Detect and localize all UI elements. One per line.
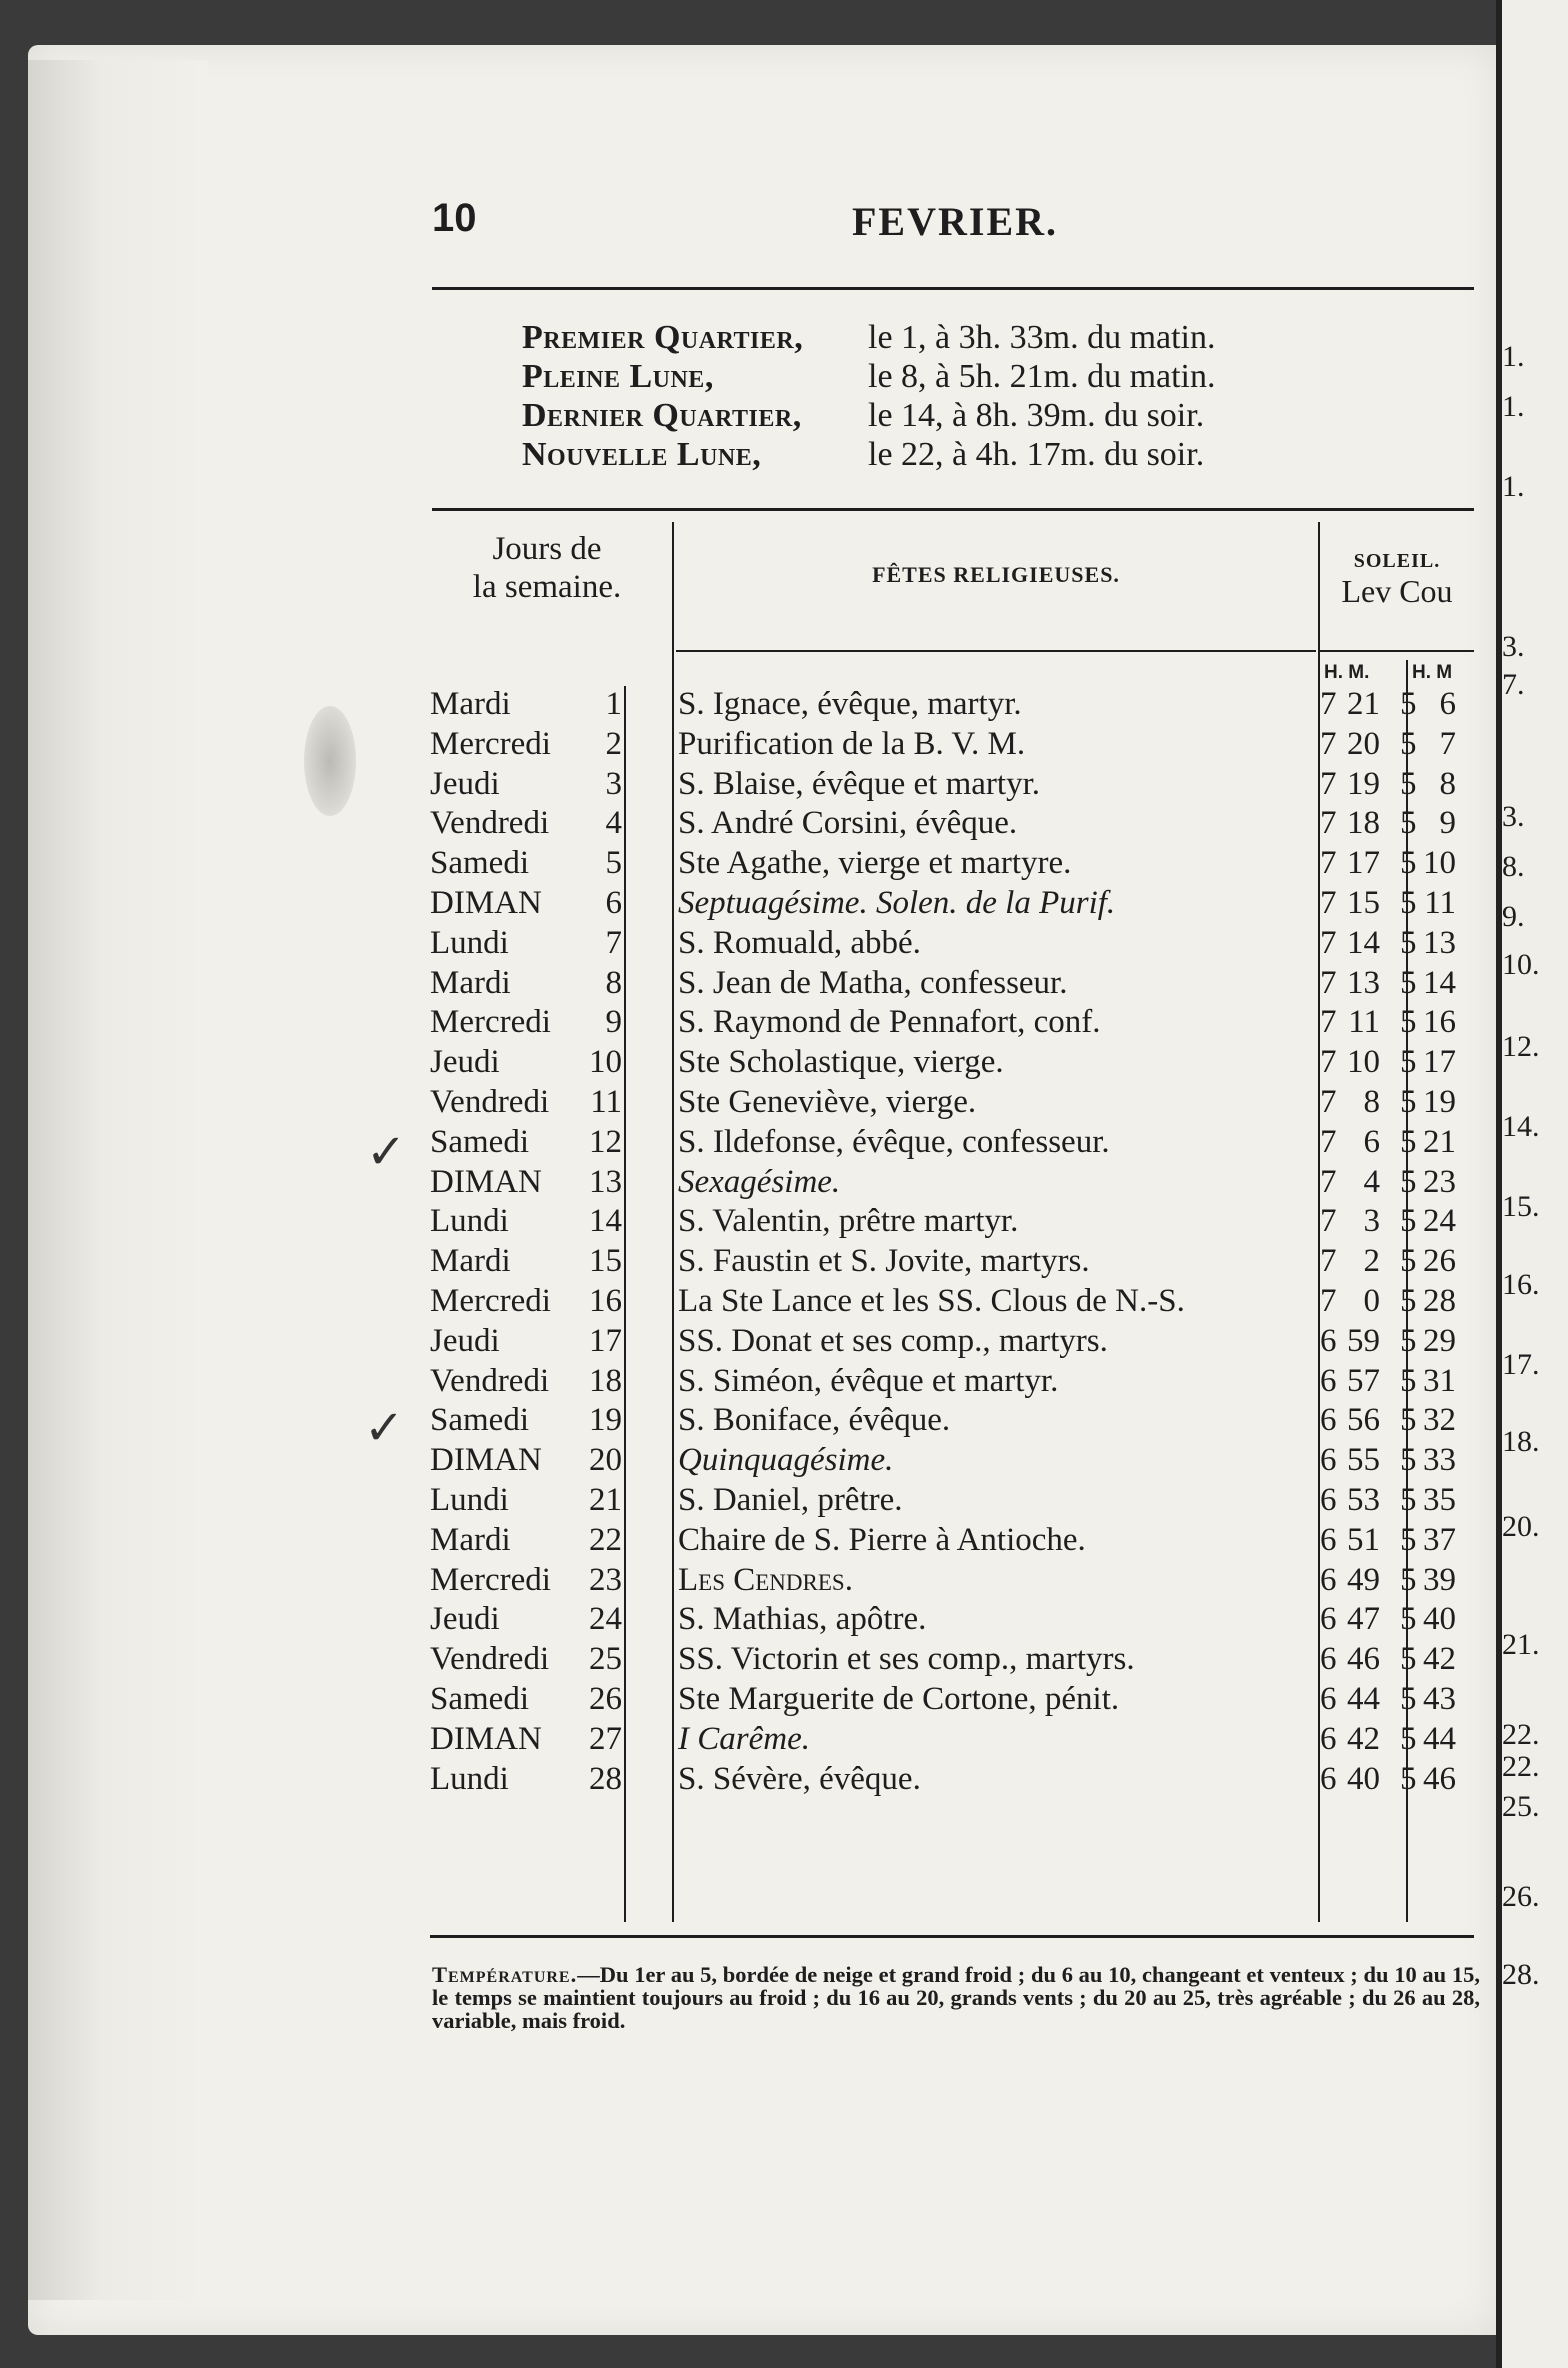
temperature-footnote — [432, 1963, 1480, 2032]
day-number: 18 — [589, 1362, 622, 1399]
fete-name: Ste Marguerite de Cortone, pénit. — [678, 1681, 1120, 1717]
day-name: Mardi — [430, 1521, 511, 1558]
facing-page-number: 26. — [1502, 1880, 1540, 1913]
hm-lev-label: H. M. — [1324, 662, 1370, 683]
sunset-hour: 5 — [1400, 686, 1417, 722]
sunrise-hour: 6 — [1320, 1322, 1337, 1359]
sunrise-hour: 6 — [1320, 1720, 1337, 1757]
fete-name: S. Siméon, évêque et martyr. — [678, 1362, 1059, 1399]
day-name: Samedi — [430, 1681, 529, 1717]
fete-name: S. Blaise, évêque et martyr. — [678, 765, 1040, 802]
day-number: 14 — [589, 1203, 622, 1240]
sunset-hour: 5 — [1400, 1720, 1417, 1757]
hm-cou-label: H. M — [1412, 662, 1453, 683]
sunset-hour: 5 — [1400, 845, 1417, 882]
day-number: 13 — [589, 1163, 622, 1200]
sunrise-hour: 6 — [1320, 1521, 1337, 1558]
sunset-hour: 5 — [1400, 1004, 1417, 1041]
day-number: 15 — [589, 1243, 622, 1280]
phase-detail: le 1, à 3h. 33m. du matin. — [868, 319, 1216, 356]
sunrise-minute: 56 — [1347, 1402, 1380, 1439]
sunset-minute: 8 — [1439, 765, 1456, 802]
day-number: 10 — [589, 1044, 622, 1081]
sunrise-minute: 15 — [1347, 885, 1380, 921]
sunrise-hour: 7 — [1320, 1163, 1337, 1200]
sunset-hour: 5 — [1400, 1084, 1417, 1120]
day-name: Samedi — [430, 1402, 529, 1439]
day-number: 19 — [589, 1402, 622, 1439]
table-top-rule — [432, 508, 1474, 511]
day-name: Vendredi — [430, 1084, 550, 1120]
ink-smudge — [304, 706, 356, 816]
fete-name: S. Sévère, évêque. — [678, 1760, 921, 1797]
days-header-line2: la semaine. — [472, 569, 622, 605]
day-name: DIMAN — [430, 885, 542, 921]
sunrise-hour: 7 — [1320, 845, 1337, 882]
sunrise-hour: 7 — [1320, 1283, 1337, 1319]
phase-name: Premier Quartier, — [522, 319, 804, 356]
day-number: 25 — [589, 1641, 622, 1678]
sunrise-hour: 7 — [1320, 1084, 1337, 1120]
fete-name: S. Raymond de Pennafort, conf. — [678, 1004, 1101, 1041]
table-bottom-rule — [430, 1935, 1474, 1938]
facing-page-number: 1. — [1502, 470, 1525, 503]
sunrise-minute: 49 — [1347, 1561, 1380, 1598]
facing-page-number: 1. — [1502, 340, 1525, 373]
sunrise-hour: 7 — [1320, 765, 1337, 802]
sunset-minute: 35 — [1423, 1482, 1456, 1518]
sunrise-hour: 6 — [1320, 1442, 1337, 1479]
day-number: 4 — [605, 805, 622, 842]
scan-border-top — [0, 0, 1568, 45]
day-number: 17 — [589, 1322, 622, 1359]
sunset-hour: 5 — [1400, 805, 1417, 842]
sunrise-minute: 40 — [1347, 1760, 1380, 1797]
day-name: Vendredi — [430, 1641, 550, 1678]
footnote-label: Température. — [432, 1962, 578, 1987]
facing-page-number: 17. — [1502, 1348, 1540, 1381]
sunrise-hour: 7 — [1320, 1243, 1337, 1280]
sunset-hour: 5 — [1400, 1482, 1417, 1518]
fete-name: Septuagésime. Solen. de la Purif. — [678, 885, 1116, 921]
sunrise-hour: 7 — [1320, 1004, 1337, 1041]
fete-name: Sexagésime. — [678, 1163, 841, 1200]
day-number: 3 — [605, 765, 622, 802]
fete-name: S. Boniface, évêque. — [678, 1402, 951, 1439]
moon-phases — [522, 318, 1216, 474]
sunset-minute: 24 — [1423, 1203, 1456, 1240]
page-number: 10 — [432, 196, 477, 240]
fete-name: SS. Victorin et ses comp., martyrs. — [678, 1641, 1135, 1678]
facing-page-number: 22. — [1502, 1750, 1540, 1783]
day-name: Mercredi — [430, 1561, 551, 1598]
sunset-minute: 13 — [1423, 924, 1456, 961]
moon-phase-row — [522, 435, 1216, 474]
day-name: Mercredi — [430, 725, 551, 762]
day-name: DIMAN — [430, 1163, 542, 1200]
footnote-text: —Du 1er au 5, bordée de neige et grand froid ; du 6 au 10, changeant et venteux ; du 10 au 15, le temps se maintient toujours au froid ; du 16 au 20, grands vents ; du 20 au 25, très agréable ; du 26 au 28, variable, mais froid. — [432, 1962, 1480, 2033]
sunset-minute: 14 — [1423, 964, 1456, 1001]
facing-page-number: 25. — [1502, 1790, 1540, 1823]
day-number: 9 — [605, 1004, 622, 1041]
sunrise-minute: 53 — [1347, 1482, 1380, 1518]
sunrise-minute: 0 — [1363, 1283, 1380, 1319]
fete-name: La Ste Lance et les SS. Clous de N.-S. — [678, 1283, 1185, 1319]
page-spine-shadow — [28, 60, 208, 2300]
lev-cou-label: Lev Cou — [1341, 573, 1453, 609]
days-header-line1: Jours de — [492, 531, 602, 567]
facing-page-number: 20. — [1502, 1510, 1540, 1543]
sunrise-hour: 7 — [1320, 924, 1337, 961]
facing-page-number: 9. — [1502, 900, 1525, 933]
sunrise-minute: 55 — [1347, 1442, 1380, 1479]
sunset-hour: 5 — [1400, 1283, 1417, 1319]
fetes-header-rule — [676, 650, 1316, 652]
day-name: Samedi — [430, 845, 529, 882]
day-name: Lundi — [430, 924, 509, 961]
moon-phase-row — [522, 318, 1216, 357]
sunrise-minute: 17 — [1347, 845, 1380, 882]
day-name: Jeudi — [430, 765, 500, 802]
sunrise-hour: 7 — [1320, 964, 1337, 1001]
sunset-hour: 5 — [1400, 1561, 1417, 1598]
sunrise-minute: 6 — [1363, 1123, 1380, 1160]
sunrise-minute: 42 — [1347, 1720, 1380, 1757]
phase-name: Pleine Lune, — [522, 358, 714, 395]
facing-page-number: 3. — [1502, 630, 1525, 663]
sunrise-hour: 6 — [1320, 1601, 1337, 1638]
fete-name: S. Romuald, abbé. — [678, 924, 921, 961]
sunset-hour: 5 — [1400, 1402, 1417, 1439]
sunrise-hour: 7 — [1320, 725, 1337, 762]
sunset-hour: 5 — [1400, 964, 1417, 1001]
sunset-hour: 5 — [1400, 1322, 1417, 1359]
sunrise-minute: 18 — [1347, 805, 1380, 842]
day-name: Lundi — [430, 1760, 509, 1797]
day-name: Vendredi — [430, 1362, 550, 1399]
sunrise-hour: 7 — [1320, 1203, 1337, 1240]
sunrise-hour: 7 — [1320, 885, 1337, 921]
facing-page-number: 3. — [1502, 800, 1525, 833]
day-number: 8 — [605, 964, 622, 1001]
sunset-minute: 32 — [1423, 1402, 1456, 1439]
fete-name: S. Faustin et S. Jovite, martyrs. — [678, 1243, 1090, 1280]
fete-name: S. Ildefonse, évêque, confesseur. — [678, 1123, 1110, 1160]
sunset-hour: 5 — [1400, 1601, 1417, 1638]
fete-name: Les Cendres. — [678, 1561, 853, 1598]
day-name: Jeudi — [430, 1322, 500, 1359]
sunrise-hour: 6 — [1320, 1760, 1337, 1797]
phase-detail: le 8, à 5h. 21m. du matin. — [868, 358, 1216, 395]
sunset-minute: 33 — [1423, 1442, 1456, 1479]
fete-name: S. Valentin, prêtre martyr. — [678, 1203, 1019, 1240]
column-divider — [624, 686, 626, 1922]
sunset-hour: 5 — [1400, 1163, 1417, 1200]
day-number: 24 — [589, 1601, 622, 1638]
sunrise-minute: 8 — [1363, 1084, 1380, 1120]
sunset-minute: 10 — [1423, 845, 1456, 882]
day-number: 28 — [589, 1760, 622, 1797]
facing-page-number: 12. — [1502, 1030, 1540, 1063]
sunrise-minute: 10 — [1347, 1044, 1380, 1081]
day-number: 23 — [589, 1561, 622, 1598]
sunrise-hour: 6 — [1320, 1561, 1337, 1598]
column-divider — [672, 522, 674, 1922]
soleil-label: SOLEIL. — [1353, 550, 1441, 572]
soleil-header-rule — [1320, 650, 1474, 652]
sunrise-minute: 21 — [1347, 686, 1380, 722]
day-number: 22 — [589, 1521, 622, 1558]
day-number: 27 — [589, 1720, 622, 1757]
sunrise-minute: 20 — [1347, 725, 1380, 762]
sunset-minute: 42 — [1423, 1641, 1456, 1678]
sunrise-minute: 4 — [1363, 1163, 1380, 1200]
sunset-minute: 23 — [1423, 1163, 1456, 1200]
fete-name: S. Jean de Matha, confesseur. — [678, 964, 1068, 1001]
sunrise-hour: 7 — [1320, 1044, 1337, 1081]
fete-name: Chaire de S. Pierre à Antioche. — [678, 1521, 1086, 1558]
day-number: 7 — [605, 924, 622, 961]
sunrise-minute: 47 — [1347, 1601, 1380, 1638]
day-number: 5 — [605, 845, 622, 882]
fete-name: Ste Agathe, vierge et martyre. — [678, 845, 1072, 882]
sunrise-hour: 6 — [1320, 1482, 1337, 1518]
sunset-hour: 5 — [1400, 765, 1417, 802]
facing-page-number: 21. — [1502, 1628, 1540, 1661]
day-number: 26 — [589, 1681, 622, 1717]
fete-name: SS. Donat et ses comp., martyrs. — [678, 1322, 1108, 1359]
fete-name: I Carême. — [678, 1720, 810, 1757]
facing-page-number: 10. — [1502, 948, 1540, 981]
sunset-minute: 17 — [1423, 1044, 1456, 1081]
column-header-soleil — [1322, 550, 1472, 610]
header-rule — [432, 287, 1474, 290]
facing-page-number: 8. — [1502, 850, 1525, 883]
sunset-hour: 5 — [1400, 1681, 1417, 1717]
sunset-minute: 9 — [1439, 805, 1456, 842]
sunset-hour: 5 — [1400, 1362, 1417, 1399]
day-number: 6 — [605, 885, 622, 921]
sunset-minute: 37 — [1423, 1521, 1456, 1558]
sunset-hour: 5 — [1400, 1123, 1417, 1160]
fete-name: S. Mathias, apôtre. — [678, 1601, 927, 1638]
sunrise-minute: 51 — [1347, 1521, 1380, 1558]
day-name: Mardi — [430, 964, 511, 1001]
facing-page-number: 1. — [1502, 390, 1525, 423]
day-number: 20 — [589, 1442, 622, 1479]
sunset-minute: 44 — [1423, 1720, 1456, 1757]
pencil-check-mark: ✓ — [364, 1400, 405, 1456]
sunrise-minute: 11 — [1348, 1004, 1380, 1041]
moon-phase-row — [522, 396, 1216, 435]
sunrise-hour: 7 — [1320, 686, 1337, 722]
sunset-hour: 5 — [1400, 1243, 1417, 1280]
sunrise-hour: 7 — [1320, 805, 1337, 842]
fete-name: S. André Corsini, évêque. — [678, 805, 1018, 842]
sunset-minute: 46 — [1423, 1760, 1456, 1797]
fete-name: Ste Scholastique, vierge. — [678, 1044, 1004, 1081]
sunrise-minute: 44 — [1347, 1681, 1380, 1717]
sunrise-hour: 6 — [1320, 1362, 1337, 1399]
fete-name: Purification de la B. V. M. — [678, 725, 1026, 762]
fete-name: S. Daniel, prêtre. — [678, 1482, 903, 1518]
facing-page-number: 18. — [1502, 1425, 1540, 1458]
day-name: Mardi — [430, 686, 511, 722]
sunrise-hour: 6 — [1320, 1402, 1337, 1439]
sunset-minute: 40 — [1423, 1601, 1456, 1638]
day-name: DIMAN — [430, 1442, 542, 1479]
sunrise-minute: 46 — [1347, 1641, 1380, 1678]
day-name: Mardi — [430, 1243, 511, 1280]
phase-detail: le 22, à 4h. 17m. du soir. — [868, 436, 1205, 473]
sunrise-minute: 59 — [1347, 1322, 1380, 1359]
sunset-hour: 5 — [1400, 1760, 1417, 1797]
sunrise-minute: 19 — [1347, 765, 1380, 802]
sunrise-minute: 13 — [1347, 964, 1380, 1001]
facing-page-number: 16. — [1502, 1268, 1540, 1301]
day-name: Mercredi — [430, 1283, 551, 1319]
phase-name: Nouvelle Lune, — [522, 436, 762, 473]
sunset-minute: 28 — [1423, 1283, 1456, 1319]
sunrise-minute: 3 — [1363, 1203, 1380, 1240]
fete-name: Ste Geneviève, vierge. — [678, 1084, 977, 1120]
sunset-minute: 26 — [1423, 1243, 1456, 1280]
day-number: 2 — [605, 725, 622, 762]
day-name: Jeudi — [430, 1044, 500, 1081]
sunset-minute: 39 — [1423, 1561, 1456, 1598]
facing-page-number: 22. — [1502, 1718, 1540, 1751]
day-name: Vendredi — [430, 805, 550, 842]
day-number: 11 — [590, 1084, 622, 1120]
pencil-check-mark: ✓ — [366, 1124, 407, 1180]
sunset-hour: 5 — [1400, 885, 1417, 921]
page-header — [432, 196, 1472, 246]
sunrise-minute: 14 — [1347, 924, 1380, 961]
sunset-hour: 5 — [1400, 1203, 1417, 1240]
sunset-minute: 7 — [1439, 725, 1456, 762]
column-header-fetes: FÊTES RELIGIEUSES. — [872, 562, 1120, 587]
fete-name: S. Ignace, évêque, martyr. — [678, 686, 1022, 722]
phase-detail: le 14, à 8h. 39m. du soir. — [868, 397, 1205, 434]
sunset-hour: 5 — [1400, 1521, 1417, 1558]
sunset-minute: 31 — [1423, 1362, 1456, 1399]
day-number: 21 — [589, 1482, 622, 1518]
day-name: Samedi — [430, 1123, 529, 1160]
day-name: DIMAN — [430, 1720, 542, 1757]
month-title: FEVRIER. — [852, 199, 1059, 244]
facing-page-number: 28. — [1502, 1958, 1540, 1991]
sunset-minute: 29 — [1423, 1322, 1456, 1359]
sunset-minute: 11 — [1424, 885, 1456, 921]
sunrise-minute: 57 — [1347, 1362, 1380, 1399]
day-number: 12 — [589, 1123, 622, 1160]
sunset-hour: 5 — [1400, 1641, 1417, 1678]
sunset-minute: 16 — [1423, 1004, 1456, 1041]
sunset-minute: 21 — [1423, 1123, 1456, 1160]
moon-phase-row — [522, 357, 1216, 396]
day-name: Mercredi — [430, 1004, 551, 1041]
facing-page-number: 7. — [1502, 668, 1525, 701]
day-name: Lundi — [430, 1203, 509, 1240]
sunset-hour: 5 — [1400, 1044, 1417, 1081]
day-number: 16 — [589, 1283, 622, 1319]
sunrise-hour: 6 — [1320, 1641, 1337, 1678]
sunset-hour: 5 — [1400, 725, 1417, 762]
day-name: Jeudi — [430, 1601, 500, 1638]
sunset-hour: 5 — [1400, 1442, 1417, 1479]
day-name: Lundi — [430, 1482, 509, 1518]
day-number: 1 — [605, 686, 622, 722]
sunrise-minute: 2 — [1363, 1243, 1380, 1280]
phase-name: Dernier Quartier, — [522, 397, 802, 434]
sunset-minute: 6 — [1439, 686, 1456, 722]
facing-page-number: 15. — [1502, 1190, 1540, 1223]
fete-name: Quinquagésime. — [678, 1442, 894, 1479]
sunset-hour: 5 — [1400, 924, 1417, 961]
sunset-minute: 19 — [1423, 1084, 1456, 1120]
facing-page-number: 14. — [1502, 1110, 1540, 1143]
sunset-minute: 43 — [1423, 1681, 1456, 1717]
column-header-days — [432, 530, 662, 606]
sunrise-hour: 7 — [1320, 1123, 1337, 1160]
sunrise-hour: 6 — [1320, 1681, 1337, 1717]
